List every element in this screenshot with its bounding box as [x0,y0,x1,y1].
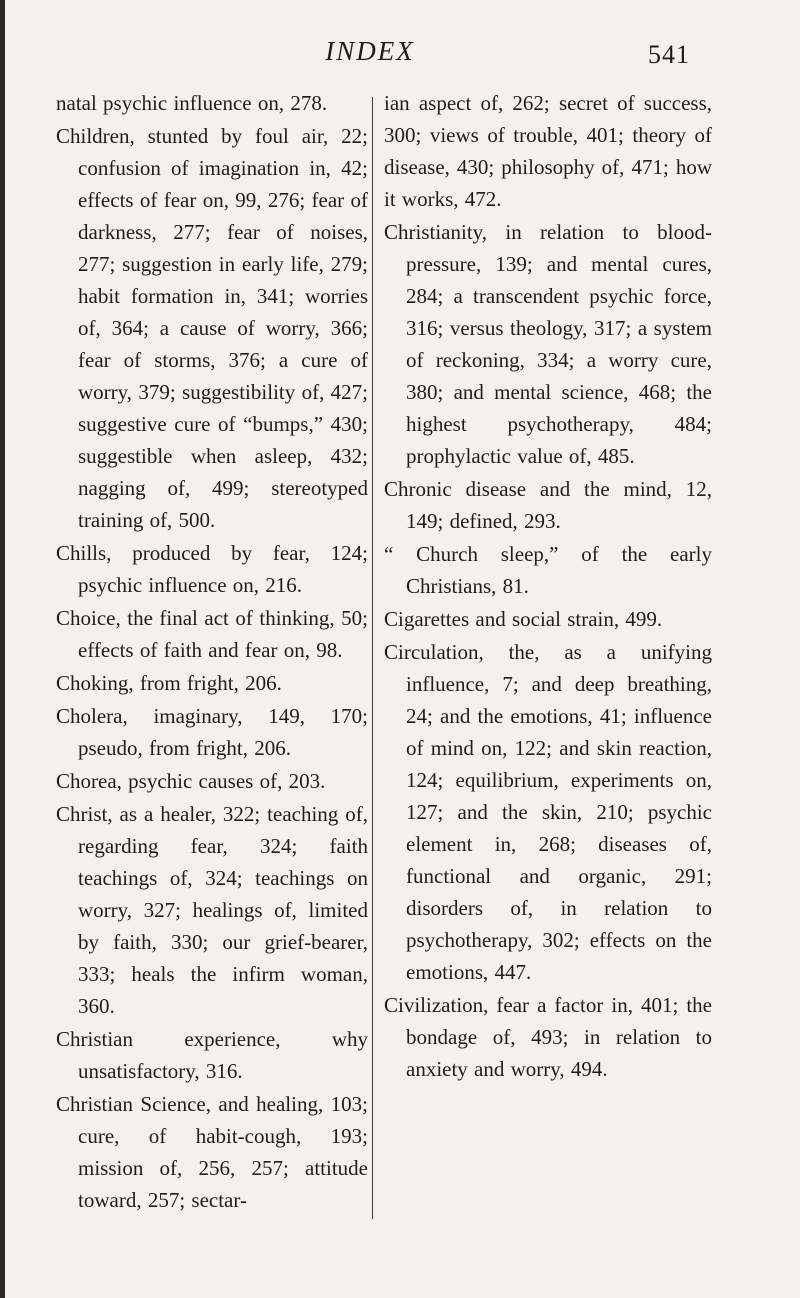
index-entry: Chills, produced by fear, 124; psychic influence on, 216. [56,541,368,597]
index-entry: Children, stunted by foul air, 22; confusion of imagination in, 42; effects of fear on, 99, 276; fear of darkness, 277; fear of noises, 277; suggestion in early life, 279; habit formation in, 341; worries of, 364; a cause of worry, 366; fear of storms, 376; a cure of worry, 379; suggestibility of, 427; suggestive cure of “bumps,” 430; suggestible when asleep, 432; nagging of, 499; stereotyped training of, 500. [56,124,368,532]
index-entry: “ Church sleep,” of the early Christians, 81. [384,542,712,598]
index-column-left [56,87,368,1217]
index-entry: Christ, as a healer, 322; teaching of, regarding fear, 324; faith teachings of, 324; teachings on worry, 327; healings of, limited by faith, 330; our grief-bearer, 333; heals the infirm woman, 360. [56,802,368,1018]
index-entry: Chorea, psychic causes of, 203. [56,769,326,793]
column-divider [372,97,373,1219]
running-head: INDEX [325,36,415,66]
index-entry: Choice, the final act of thinking, 50; effects of faith and fear on, 98. [56,606,368,662]
index-entry: Christian Science, and healing, 103; cure, of habit-cough, 193; mission of, 256, 257; attitude toward, 257; sectar- [56,1092,368,1212]
page-edge [0,0,5,1298]
index-entry: Cholera, imaginary, 149, 170; pseudo, from fright, 206. [56,704,368,760]
page-number: 541 [648,40,690,69]
page-header [0,36,800,76]
index-entry: ian aspect of, 262; secret of success, 300; views of trouble, 401; theory of disease, 430; philosophy of, 471; how it works, 472. [384,91,712,211]
index-entry: Circulation, the, as a unifying influence, 7; and deep breathing, 24; and the emotions, 41; influence of mind on, 122; and skin reaction, 124; equilibrium, experiments on, 127; and the skin, 210; psychic element in, 268; diseases of, functional and organic, 291; disorders of, in relation to psychotherapy, 302; effects on the emotions, 447. [384,640,712,984]
index-entry: Choking, from fright, 206. [56,671,282,695]
index-entry: Christianity, in relation to blood-pressure, 139; and mental cures, 284; a transcendent psychic force, 316; versus theology, 317; a system of reckoning, 334; a worry cure, 380; and mental science, 468; the highest psychotherapy, 484; prophylactic value of, 485. [384,220,712,468]
index-entry: Christian experience, why unsatisfactory, 316. [56,1027,368,1083]
index-entry: Cigarettes and social strain, 499. [384,607,663,631]
index-entry: Chronic disease and the mind, 12, 149; defined, 293. [384,477,712,533]
index-entry: Civilization, fear a factor in, 401; the bondage of, 493; in relation to anxiety and worry, 494. [384,993,712,1081]
index-column-right [384,87,712,1086]
index-entry: natal psychic influence on, 278. [56,91,328,115]
